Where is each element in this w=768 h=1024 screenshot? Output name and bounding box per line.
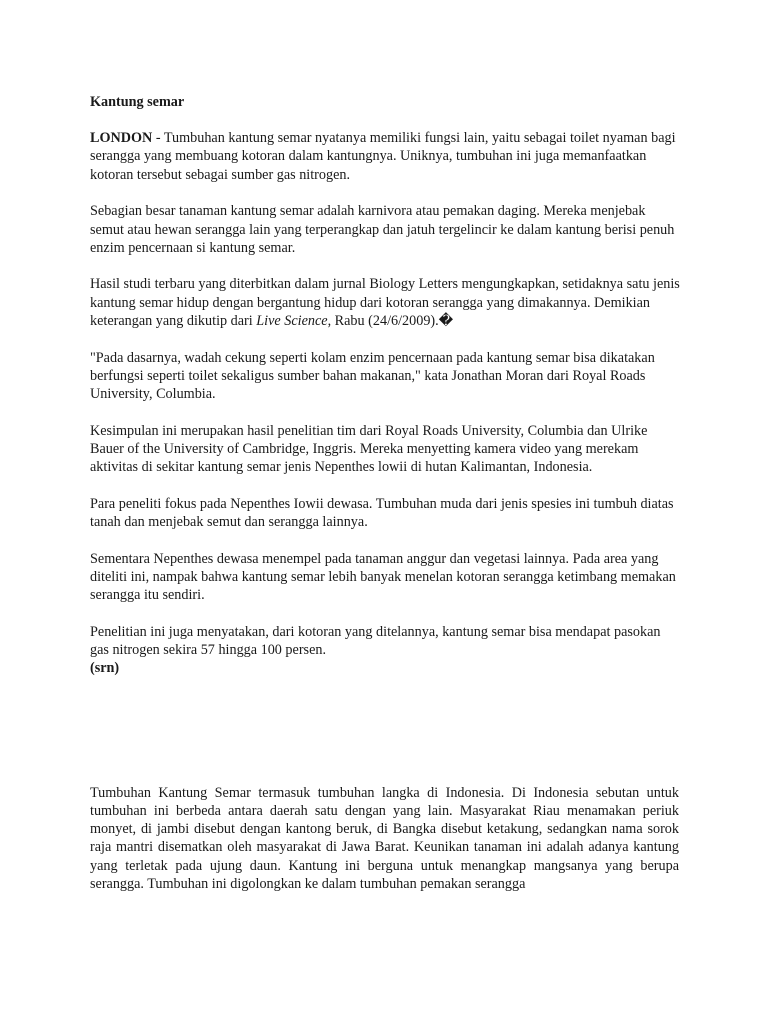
author-credit: (srn): [90, 660, 120, 677]
paragraph-study-tail: , Rabu (24/6/2009).�: [327, 312, 454, 329]
paragraph-intro-text: - Tumbuhan kantung semar nyatanya memiliki fungsi lain, yaitu sebagai toilet nyaman bagi serangga yang membuang kotoran dalam kantungnya. Uniknya, tumbuhan ini juga memanfaatkan kotoran tersebut sebagai sumber gas nitrogen.: [90, 130, 676, 183]
paragraph-adult: Sementara Nepenthes dewasa menempel pada tanaman anggur dan vegetasi lainnya. Pada area yang diteliti ini, nampak bahwa kantung semar lebih banyak menelan kotoran serangga ketimbang memakan serangga itu sendiri.: [90, 550, 676, 604]
paragraph-conclusion: Kesimpulan ini merupakan hasil penelitian tim dari Royal Roads University, Columbia dan Ulrike Bauer of the University of Cambridge, Inggris. Mereka menyetting kamera video yang merekam aktivitas di sekitar kantung semar jenis Nepenthes lowii di hutan Kalimantan, Indonesia.: [90, 422, 648, 476]
paragraph-study-text: Hasil studi terbaru yang diterbitkan dalam jurnal Biology Letters mengungkapkan, setidaknya satu jenis kantung semar hidup dengan bergantung hidup dari kotoran serangga yang dimakannya. Demikian keterangan yang dikutip dari: [90, 276, 680, 329]
paragraph-focus: Para peneliti fokus pada Nepenthes Iowii dewasa. Tumbuhan muda dari jenis spesies ini tumbuh diatas tanah dan menjebak semut dan serangga lainnya.: [90, 495, 674, 530]
paragraph-study: [90, 275, 680, 330]
dateline: LONDON: [90, 130, 153, 147]
paragraph-indonesia: Tumbuhan Kantung Semar termasuk tumbuhan langka di Indonesia. Di Indonesia sebutan untuk tumbuhan ini berbeda antara daerah satu dengan yang lain. Masyarakat Riau menamakan periuk monyet, di jambi disebut dengan kantong beruk, di Bangka disebut ketakung, sedangkan nama sorok raja mantri disematkan oleh masyarakat di Jawa Barat. Keunikan tanaman ini adalah adanya kantung yang terletak pada ujung daun. Kantung ini berguna untuk menangkap mangsanya yang berupa serangga. Tumbuhan ini digolongkan ke dalam tumbuhan pemakan serangga: [90, 784, 679, 892]
paragraph-carnivore: Sebagian besar tanaman kantung semar adalah karnivora atau pemakan daging. Mereka menjebak semut atau hewan serangga lain yang terperangkap dan jatuh tergelincir ke dalam kantung berisi penuh enzim pencernaan si kantung semar.: [90, 203, 675, 256]
source-name: Live Science: [256, 312, 328, 329]
paragraph-nitrogen: Penelitian ini juga menyatakan, dari kotoran yang ditelannya, kantung semar bisa mendapat pasokan gas nitrogen sekira 57 hingga 100 persen.: [90, 623, 661, 658]
document-title: Kantung semar: [90, 94, 185, 110]
document-page: [90, 93, 680, 912]
paragraph-quote: "Pada dasarnya, wadah cekung seperti kolam enzim pencernaan pada kantung semar bisa dikatakan berfungsi seperti toilet sekaligus sumber bahan makanan," kata Jonathan Moran dari Royal Roads University, Columbia.: [90, 349, 655, 402]
blank-space: [90, 696, 680, 784]
paragraph-intro: [90, 129, 680, 184]
